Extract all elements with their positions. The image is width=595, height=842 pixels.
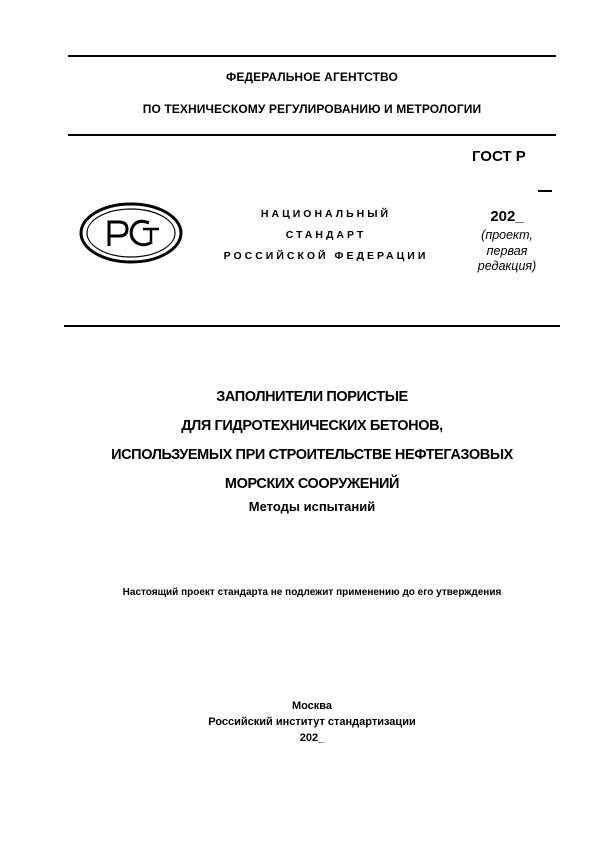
national-standard-line1: НАЦИОНАЛЬНЫЙ xyxy=(260,208,392,220)
title-line2: ДЛЯ ГИДРОТЕХНИЧЕСКИХ БЕТОНОВ, xyxy=(181,418,443,434)
gost-r-certification-mark-icon xyxy=(79,202,183,264)
document-title xyxy=(60,383,564,499)
top-rule xyxy=(68,55,556,57)
edition-note xyxy=(462,228,552,275)
title-line1: ЗАПОЛНИТЕЛИ ПОРИСТЫЕ xyxy=(216,389,408,405)
agency-name-line1: ФЕДЕРАЛЬНОЕ АГЕНТСТВО xyxy=(226,70,398,84)
national-standard-line3: РОССИЙСКОЙ ФЕДЕРАЦИИ xyxy=(223,250,429,262)
edition-line2: первая xyxy=(486,243,528,258)
draft-notice: Настоящий проект стандарта не подлежит применению до его утверждения xyxy=(122,587,502,598)
edition-line3: редакция) xyxy=(477,259,537,273)
standard-number: 202_ xyxy=(490,208,524,225)
document-subtitle: Методы испытаний xyxy=(248,499,376,514)
imprint-publisher: Российский институт стандартизации xyxy=(208,716,416,728)
header-bottom-rule xyxy=(64,325,560,327)
imprint-city: Москва xyxy=(291,700,333,712)
title-line4: МОРСКИХ СООРУЖЕНИЙ xyxy=(224,476,400,492)
national-standard-line2: СТАНДАРТ xyxy=(285,229,367,241)
gost-dash xyxy=(538,190,552,192)
gost-label: ГОСТ Р xyxy=(472,148,526,165)
title-line3: ИСПОЛЬЗУЕМЫХ ПРИ СТРОИТЕЛЬСТВЕ НЕФТЕГАЗОВЫХ xyxy=(111,447,513,463)
header-rule xyxy=(68,134,556,136)
imprint-year: 202_ xyxy=(299,732,325,744)
edition-line1: (проект, xyxy=(481,228,533,242)
agency-name-line2: ПО ТЕХНИЧЕСКОМУ РЕГУЛИРОВАНИЮ И МЕТРОЛОГИИ xyxy=(142,102,482,116)
